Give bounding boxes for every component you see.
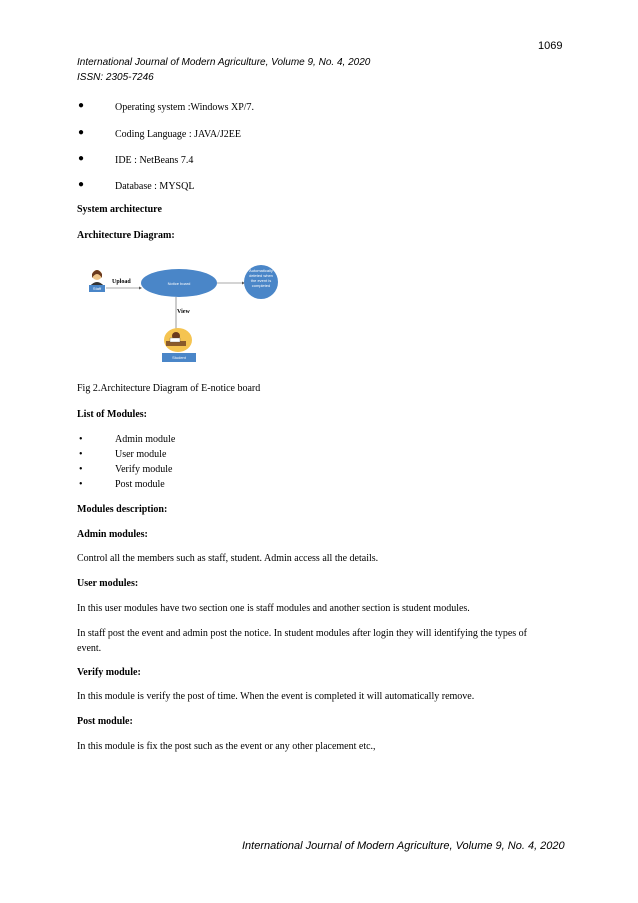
verify-text: In this module is verify the post of time. When the event is completed it will automatically remove. [77,691,475,702]
view-label: View [177,309,190,315]
module-item: Admin module [115,434,176,445]
post-heading: Post module: [77,716,133,727]
requirement-item: Database : MYSQL [115,181,195,192]
staff-person-icon [90,270,104,286]
architecture-diagram-heading: Architecture Diagram: [77,230,175,241]
module-item: Verify module [115,464,173,475]
journal-footer: International Journal of Modern Agriculture, Volume 9, No. 4, 2020 [242,840,565,852]
bullet-icon: ● [78,127,85,138]
verify-heading: Verify module: [77,667,141,678]
architecture-diagram [86,262,286,366]
upload-label: Upload [112,279,131,285]
user-text-1: In this user modules have two section one is staff modules and another section is student modules. [77,603,470,614]
requirement-item: Operating system :Windows XP/7. [115,102,255,113]
user-text-2-line-2: event. [77,643,102,654]
bullet-icon: • [79,464,83,475]
page-number: 1069 [538,40,563,52]
module-item: Post module [115,479,165,490]
system-architecture-heading: System architecture [77,204,162,215]
module-item: User module [115,449,167,460]
issn-header: ISSN: 2305-7246 [77,72,154,83]
admin-text: Control all the members such as staff, student. Admin access all the details. [77,553,379,564]
post-text: In this module is fix the post such as the event or any other placement etc., [77,741,376,752]
list-of-modules-heading: List of Modules: [77,409,147,420]
admin-heading: Admin modules: [77,529,148,540]
bullet-icon: • [79,434,83,445]
bullet-icon: ● [78,179,85,190]
student-study-icon [164,328,192,352]
student-label: Student [172,355,186,360]
requirement-item: IDE : NetBeans 7.4 [115,155,194,166]
user-text-2-line-1: In staff post the event and admin post the notice. In student modules after login they will identifying the types of [77,628,527,639]
journal-header: International Journal of Modern Agriculture, Volume 9, No. 4, 2020 [77,57,371,68]
figure-caption: Fig 2.Architecture Diagram of E-notice board [77,383,261,394]
requirement-item: Coding Language : JAVA/J2EE [115,129,242,140]
bullet-icon: ● [78,153,85,164]
staff-label: Staff [92,286,102,291]
upload-arrowhead [139,287,142,290]
modules-description-heading: Modules description: [77,504,168,515]
bullet-icon: • [79,449,83,460]
bullet-icon: • [79,479,83,490]
bullet-icon: ● [78,100,85,111]
notice-board-label: Notice board [167,281,191,286]
auto-delete-label: Automatically deleted when the event is completed [249,268,273,288]
user-heading: User modules: [77,578,139,589]
